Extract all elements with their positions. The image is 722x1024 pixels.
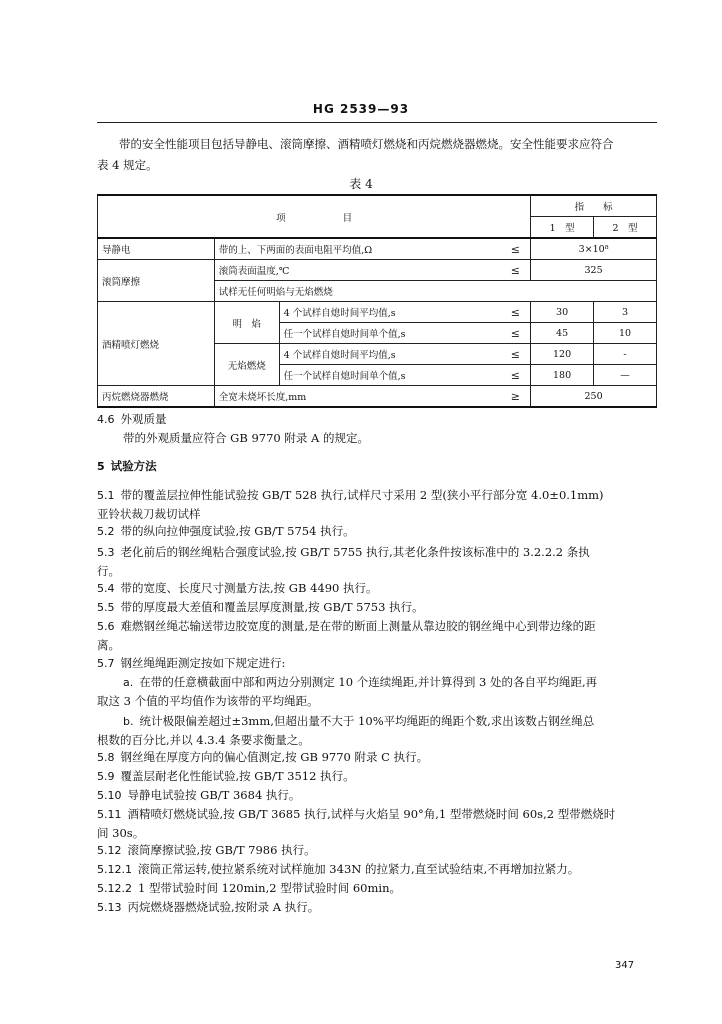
clause-5-12-1: 5.12.1 滚筒正常运转,使拉紧系统对试样施加 343N 的拉紧力,直至试验结束,不再增加拉紧力。 xyxy=(97,862,580,876)
row-desc: 带的上、下两面的表面电阻平均值,Ω xyxy=(214,238,500,260)
page-number: 347 xyxy=(615,960,635,971)
row-value-type1: 180 xyxy=(531,365,594,386)
clause-5-10: 5.10 导静电试验按 GB/T 3684 执行。 xyxy=(97,788,301,802)
table-title: 表 4 xyxy=(349,177,373,191)
subgroup-flame: 明 焰 xyxy=(214,302,279,344)
row-value-type1: 30 xyxy=(531,302,594,323)
table-row xyxy=(98,238,657,260)
table-row xyxy=(98,302,657,323)
row-desc: 试样无任何明焰与无焰燃烧 xyxy=(214,281,530,302)
row-desc: 4 个试样自熄时间平均值,s xyxy=(279,344,501,365)
intro-line-2: 表 4 规定。 xyxy=(97,158,158,172)
section-4-6-heading: 4.6 外观质量 xyxy=(97,412,167,426)
clause-5-7: 5.7 钢丝绳绳距测定按如下规定进行: xyxy=(97,656,286,670)
row-value-type2: 10 xyxy=(594,323,657,344)
clause-5-13: 5.13 丙烷燃烧器燃烧试验,按附录 A 执行。 xyxy=(97,900,320,914)
header-type2-cell: 2 型 xyxy=(594,217,657,239)
clause-5-6: 5.6 难燃钢丝绳芯输送带边胶宽度的测量,是在带的断面上测量从靠边胶的钢丝绳中心到带边缘的距 离。 xyxy=(97,619,596,652)
standard-header: HG 2539—93 xyxy=(312,102,410,116)
clause-5-12-2: 5.12.2 1 型带试验时间 120min,2 型带试验时间 60min。 xyxy=(97,881,401,895)
clause-5-11: 5.11 酒精喷灯燃烧试验,按 GB/T 3685 执行,试样与火焰呈 90°角,1 型带燃烧时间 60s,2 型带燃烧时 间 30s。 xyxy=(97,807,616,840)
table-header-row xyxy=(98,195,657,217)
clause-5-8: 5.8 钢丝绳在厚度方向的偏心值测定,按 GB 9770 附录 C 执行。 xyxy=(97,750,429,764)
safety-spec-table xyxy=(97,194,657,408)
row-value: 250 xyxy=(531,386,657,408)
row-value-empty xyxy=(531,281,657,302)
clause-5-12: 5.12 滚筒摩擦试验,按 GB/T 7986 执行。 xyxy=(97,843,316,857)
clause-5-7-a: a. 在带的任意横截面中部和两边分别测定 10 个连续绳距,并计算得到 3 处的各自平均绳距,再 取这 3 个值的平均值作为该带的平均绳距。 xyxy=(97,675,598,708)
row-operator: ≥ xyxy=(501,386,531,408)
row-operator: ≤ xyxy=(501,238,531,260)
intro-paragraph xyxy=(97,134,657,176)
clause-5-4: 5.4 带的宽度、长度尺寸测量方法,按 GB 4490 执行。 xyxy=(97,581,378,595)
row-desc: 任一个试样自熄时间单个值,s xyxy=(279,323,501,344)
row-name-propane: 丙烷燃烧器燃烧 xyxy=(98,386,215,408)
clause-5-5: 5.5 带的厚度最大差值和覆盖层厚度测量,按 GB/T 5753 执行。 xyxy=(97,600,424,614)
row-operator: ≤ xyxy=(501,365,531,386)
clause-5-9: 5.9 覆盖层耐老化性能试验,按 GB/T 3512 执行。 xyxy=(97,769,355,783)
table-row xyxy=(98,386,657,408)
row-value-type1: 45 xyxy=(531,323,594,344)
section-5-heading: 5 试验方法 xyxy=(97,459,157,473)
row-value-type2: 3 xyxy=(594,302,657,323)
row-operator: ≤ xyxy=(501,302,531,323)
table-row xyxy=(98,260,657,281)
row-name-static: 导静电 xyxy=(98,238,215,260)
row-name-alcohol: 酒精喷灯燃烧 xyxy=(98,302,215,386)
clause-5-7-b: b. 统计极限偏差超过±3mm,但超出量不大于 10%平均绳距的绳距个数,求出该数占钢丝绳总 根数的百分比,并以 4.3.4 条要求衡量之。 xyxy=(97,714,595,747)
row-value-type2: - xyxy=(594,344,657,365)
row-value: 325 xyxy=(531,260,657,281)
clause-5-3: 5.3 老化前后的钢丝绳粘合强度试验,按 GB/T 5755 执行,其老化条件按该标准中的 3.2.2.2 条执 行。 xyxy=(97,545,590,578)
row-desc: 全宽未烧坏长度,mm xyxy=(214,386,500,408)
row-value: 3×10⁸ xyxy=(531,238,657,260)
row-desc: 任一个试样自熄时间单个值,s xyxy=(279,365,501,386)
intro-line-1: 带的安全性能项目包括导静电、滚筒摩擦、酒精喷灯燃烧和丙烷燃烧器燃烧。安全性能要求应符合 xyxy=(119,137,614,151)
header-type1-cell: 1 型 xyxy=(531,217,594,239)
subgroup-no-flame: 无焰燃烧 xyxy=(214,344,279,386)
header-item-cell: 项 目 xyxy=(98,195,531,238)
section-4-6-text: 带的外观质量应符合 GB 9770 附录 A 的规定。 xyxy=(123,431,369,445)
row-operator: ≤ xyxy=(501,344,531,365)
row-value-type2: — xyxy=(594,365,657,386)
row-name-drum: 滚筒摩擦 xyxy=(98,260,215,302)
row-desc: 4 个试样自熄时间平均值,s xyxy=(279,302,501,323)
clause-5-1: 5.1 带的覆盖层拉伸性能试验按 GB/T 528 执行,试样尺寸采用 2 型(狭小平行部分宽 4.0±0.1mm) 亚铃状裁刀裁切试样 xyxy=(97,488,604,521)
row-operator: ≤ xyxy=(501,260,531,281)
row-value-type1: 120 xyxy=(531,344,594,365)
header-index-cell: 指 标 xyxy=(531,195,657,217)
header-rule xyxy=(97,122,657,123)
row-operator: ≤ xyxy=(501,323,531,344)
row-desc: 滚筒表面温度,℃ xyxy=(214,260,500,281)
clause-5-2: 5.2 带的纵向拉伸强度试验,按 GB/T 5754 执行。 xyxy=(97,524,355,538)
